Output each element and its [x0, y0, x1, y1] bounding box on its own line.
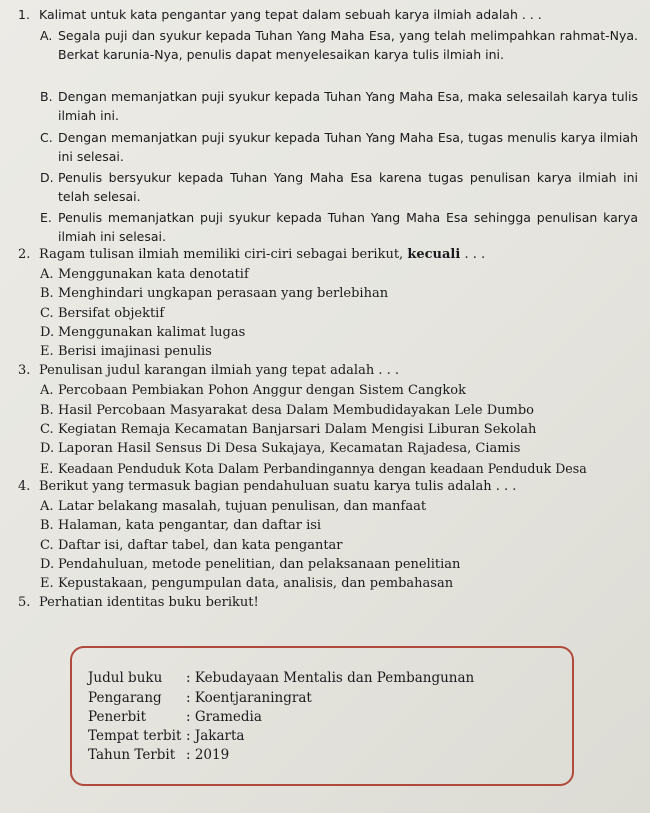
question-stem: Kalimat untuk kata pengantar yang tepat dalam sebuah karya ilmiah adalah . . .	[39, 7, 542, 22]
option-3a: A. Percobaan Pembiakan Pohon Anggur dengan Sistem Cangkok	[40, 383, 466, 398]
option-1e: E. Penulis memanjatkan puji syukur kepada Tuhan Yang Maha Esa sehingga penulisan karya ilmiah ini selesai.	[40, 210, 638, 244]
option-4e: E. Kepustakaan, pengumpulan data, analisis, dan pembahasan	[40, 576, 454, 591]
option-3d: D. Laporan Hasil Sensus Di Desa Sukajaya, Kecamatan Rajadesa, Ciamis	[40, 441, 521, 456]
option-1b: B. Dengan memanjatkan puji syukur kepada Tuhan Yang Maha Esa, maka selesailah karya tulis ilmiah ini.	[40, 89, 638, 123]
option-4c: C. Daftar isi, daftar tabel, dan kata pengantar	[40, 538, 343, 553]
question-stem: Ragam tulisan ilmiah memiliki ciri-ciri sebagai berikut, kecuali . . .	[39, 247, 486, 262]
question-number: 3.	[18, 363, 31, 378]
option-4d: D. Pendahuluan, metode penelitian, dan pelaksanaan penelitian	[40, 557, 461, 572]
question-stem: Berikut yang termasuk bagian pendahuluan suatu karya tulis adalah . . .	[39, 479, 517, 494]
question-1	[18, 6, 638, 24]
question-number: 2.	[18, 247, 31, 262]
book-info-row-author: Pengarang : Koentjaraningrat	[88, 690, 312, 706]
question-number: 1.	[18, 7, 30, 22]
option-1a: A. Segala puji dan syukur kepada Tuhan Yang Maha Esa, yang telah melimpahkan rahmat-Nya. Berkat karunia-Nya, penulis dapat menyelesaikan karya tulis ilmiah ini.	[40, 28, 638, 62]
option-1d: D. Penulis bersyukur kepada Tuhan Yang Maha Esa karena tugas penulisan karya ilmiah ini telah selesai.	[40, 170, 638, 204]
question-2	[18, 246, 638, 264]
book-info-row-title: Judul buku : Kebudayaan Mentalis dan Pembangunan	[88, 670, 475, 686]
option-4b: B. Halaman, kata pengantar, dan daftar isi	[40, 518, 322, 533]
question-5	[18, 594, 638, 612]
option-3e: E. Keadaan Penduduk Kota Dalam Perbandingannya dengan keadaan Penduduk Desa	[40, 461, 587, 476]
option-2c: C. Bersifat objektif	[40, 306, 165, 321]
book-info-row-publisher: Penerbit : Gramedia	[88, 709, 262, 725]
option-2e: E. Berisi imajinasi penulis	[40, 344, 212, 359]
question-4	[18, 478, 638, 496]
question-number: 5.	[18, 595, 31, 610]
question-stem: Penulisan judul karangan ilmiah yang tepat adalah . . .	[39, 363, 399, 378]
book-info-row-year: Tahun Terbit : 2019	[88, 747, 230, 763]
option-2b: B. Menghindari ungkapan perasaan yang berlebihan	[40, 286, 389, 301]
option-2d: D. Menggunakan kalimat lugas	[40, 325, 246, 340]
book-info-row-place: Tempat terbit : Jakarta	[88, 728, 245, 744]
option-1c: C. Dengan memanjatkan puji syukur kepada Tuhan Yang Maha Esa, tugas menulis karya ilmiah ini selesai.	[40, 130, 638, 164]
question-3	[18, 362, 638, 380]
question-stem: Perhatian identitas buku berikut!	[39, 595, 259, 610]
question-number: 4.	[18, 479, 31, 494]
option-4a: A. Latar belakang masalah, tujuan penulisan, dan manfaat	[40, 499, 427, 514]
option-3c: C. Kegiatan Remaja Kecamatan Banjarsari Dalam Mengisi Liburan Sekolah	[40, 422, 537, 437]
option-3b: B. Hasil Percobaan Masyarakat desa Dalam Membudidayakan Lele Dumbo	[40, 403, 534, 418]
option-2a: A. Menggunakan kata denotatif	[40, 267, 249, 282]
emphasis-kecuali: kecuali	[407, 247, 461, 262]
